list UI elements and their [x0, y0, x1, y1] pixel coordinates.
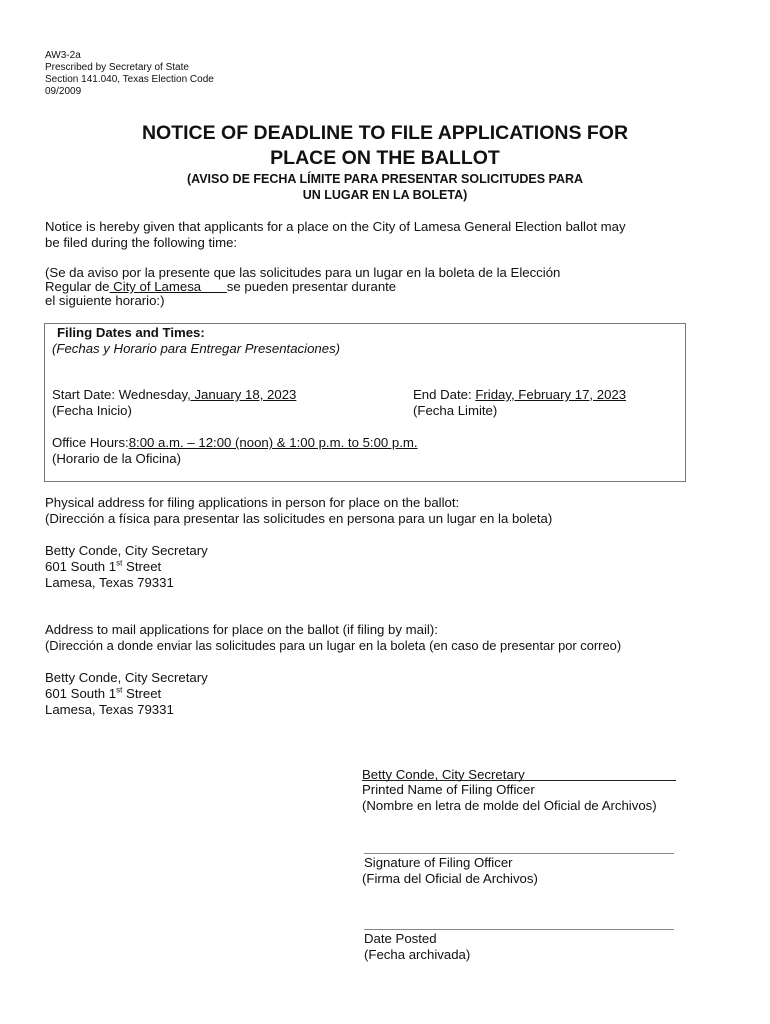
start-date-label: Start Date: Wednesday — [52, 387, 188, 402]
notice-line2: be filed during the following time: — [45, 235, 238, 250]
form-id: AW3-2a — [45, 50, 81, 61]
notice-es-suffix: se pueden presentar durante — [226, 279, 397, 294]
page-subtitle-line1: (AVISO DE FECHA LÍMITE PARA PRESENTAR SOLICITUDES PARA — [186, 172, 584, 186]
date-posted-line — [364, 929, 674, 930]
filing-heading-es: (Fechas y Horario para Entregar Presentaciones) — [52, 341, 341, 356]
office-hours-label: Office Hours: — [52, 435, 129, 450]
physical-address-name: Betty Conde, City Secretary — [45, 543, 208, 558]
printed-name-label: Printed Name of Filing Officer — [362, 782, 535, 797]
printed-name-label-es: (Nombre en letra de molde del Oficial de Archivos) — [362, 798, 657, 813]
mail-address-name: Betty Conde, City Secretary — [45, 670, 208, 685]
office-hours — [52, 435, 418, 451]
filing-heading: Filing Dates and Times: — [57, 325, 205, 340]
physical-address-label: Physical address for filing applications in person for place on the ballot: — [45, 495, 460, 510]
physical-address-city: Lamesa, Texas 79331 — [45, 575, 174, 590]
election-entity: City of Lamesa — [109, 279, 227, 294]
street-ordinal: st — [116, 685, 123, 695]
page-title-line1: NOTICE OF DEADLINE TO FILE APPLICATIONS FOR — [141, 122, 629, 144]
date-posted-label-es: (Fecha archivada) — [364, 947, 471, 962]
signature-label-es: (Firma del Oficial de Archivos) — [362, 871, 538, 886]
start-date — [52, 387, 296, 403]
mail-address-label-es: (Dirección a donde enviar las solicitudes para un lugar en la boleta (en caso de presentar por correo) — [45, 638, 622, 653]
end-date-es: (Fecha Limite) — [413, 403, 498, 418]
printed-name-line — [362, 780, 676, 781]
page-title-line2: PLACE ON THE BALLOT — [270, 147, 500, 169]
physical-address-label-es: (Dirección a física para presentar las solicitudes en persona para un lugar en la boleta) — [45, 511, 553, 526]
end-date — [413, 387, 626, 403]
office-hours-value: 8:00 a.m. – 12:00 (noon) & 1:00 p.m. to 5:00 p.m. — [128, 435, 418, 450]
page-subtitle-line2: UN LUGAR EN LA BOLETA) — [302, 188, 468, 202]
end-date-label: End Date: — [413, 387, 476, 402]
physical-address-street — [45, 559, 161, 575]
notice-es-line3: el siguiente horario:) — [45, 293, 165, 308]
mail-address-city: Lamesa, Texas 79331 — [45, 702, 174, 717]
street-number: 601 South 1 — [45, 686, 117, 701]
mail-address-street — [45, 686, 161, 702]
start-date-es: (Fecha Inicio) — [52, 403, 132, 418]
mail-address-label: Address to mail applications for place on the ballot (if filing by mail): — [45, 622, 438, 637]
street-name: Street — [122, 559, 162, 574]
form-date: 09/2009 — [45, 86, 82, 97]
prescribed-by: Prescribed by Secretary of State — [45, 62, 189, 73]
street-ordinal: st — [116, 558, 123, 568]
notice-es-prefix: Regular de — [45, 279, 110, 294]
end-date-value: Friday, February 17, 2023 — [475, 387, 627, 402]
signature-label: Signature of Filing Officer — [364, 855, 513, 870]
street-number: 601 South 1 — [45, 559, 117, 574]
office-hours-es: (Horario de la Oficina) — [52, 451, 181, 466]
notice-line1: Notice is hereby given that applicants for a place on the City of Lamesa General Election ballot may — [45, 219, 626, 234]
date-posted-label: Date Posted — [364, 931, 437, 946]
printed-name-value: Betty Conde, City Secretary — [362, 767, 525, 782]
start-date-value: , January 18, 2023 — [187, 387, 297, 402]
signature-line — [364, 853, 674, 854]
street-name: Street — [122, 686, 162, 701]
code-section: Section 141.040, Texas Election Code — [45, 74, 214, 85]
notice-es-line1: (Se da aviso por la presente que las solicitudes para un lugar en la boleta de la Elección — [45, 265, 561, 280]
